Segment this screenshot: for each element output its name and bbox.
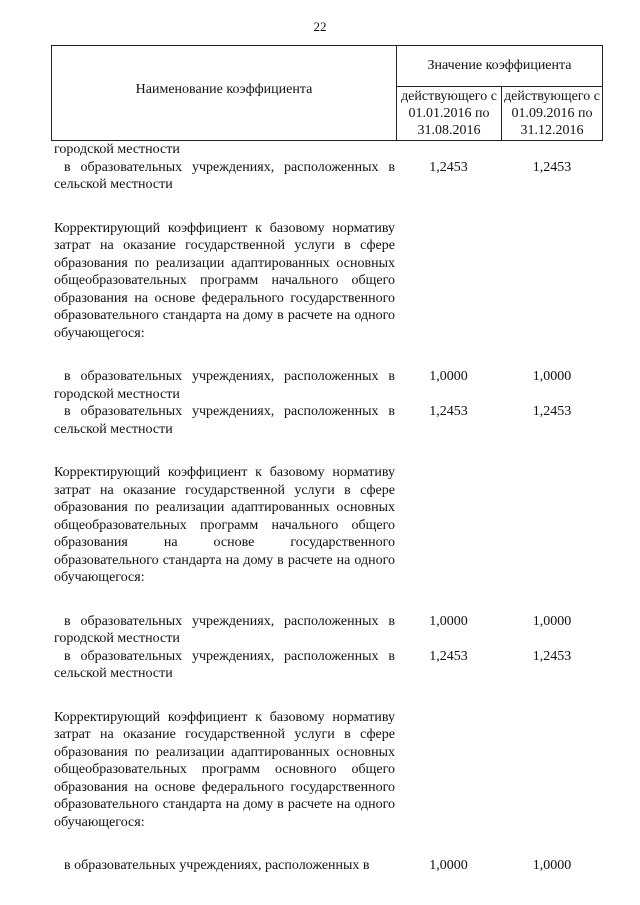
- row-name: Корректирующий коэффициент к базовому нормативу затрат на оказание государственной услуги в сфере образования по реализации адаптированных основных общеобразовательных программ начального общего образования на основе федерального государственного образовательного стандарта на дому в расчете на одного обучающегося:: [54, 220, 395, 341]
- header-period-1: действующего с 01.01.2016 по 31.08.2016: [397, 87, 502, 140]
- row-value-1: 1,0000: [429, 369, 468, 384]
- row-name: в образовательных учреждениях, расположенных в: [64, 858, 370, 873]
- row-name: в образовательных учреждениях, расположенных в сельской местности: [54, 404, 395, 437]
- table-row: [51, 368, 603, 403]
- table-row: [51, 464, 603, 587]
- table-row: [51, 159, 603, 194]
- table-row: [51, 613, 603, 648]
- row-name: в образовательных учреждениях, расположенных в городской местности: [54, 613, 395, 646]
- row-value-2: 1,0000: [532, 858, 572, 873]
- table-row: [51, 220, 603, 343]
- table-row: [51, 857, 603, 875]
- row-value-1: 1,0000: [429, 858, 468, 873]
- header-value-column: Значение коэффициента: [397, 46, 602, 87]
- header-name-column: Наименование коэффициента: [52, 46, 397, 140]
- row-value-2: 1,0000: [532, 613, 572, 629]
- table-row: [51, 403, 603, 438]
- row-name: в образовательных учреждениях, расположенных в сельской местности: [54, 648, 395, 681]
- row-value-1: 1,2453: [429, 648, 468, 664]
- table-body: [51, 141, 603, 875]
- page-number: 22: [313, 19, 327, 34]
- row-value-2: 1,2453: [532, 648, 572, 664]
- row-name: Корректирующий коэффициент к базовому нормативу затрат на оказание государственной услуги в сфере образования по реализации адаптированных основных общеобразовательных программ основного общего образования на основе федерального государственного образовательного стандарта на дому в расчете на одного обучающегося:: [54, 709, 395, 830]
- row-value-2: 1,0000: [532, 369, 572, 384]
- table-row: [51, 709, 603, 832]
- row-value-1: 1,0000: [429, 613, 468, 629]
- header-period-2: действующего с 01.09.2016 по 31.12.2016: [504, 89, 600, 138]
- row-value-2: 1,2453: [532, 404, 572, 419]
- row-value-2: 1,2453: [532, 159, 572, 175]
- row-value-1: 1,2453: [429, 404, 468, 419]
- table-row: [51, 141, 603, 159]
- row-value-1: 1,2453: [429, 159, 468, 175]
- row-name: в образовательных учреждениях, расположенных в сельской местности: [54, 159, 395, 192]
- row-name: городской местности: [54, 142, 180, 157]
- table-header: [51, 45, 603, 141]
- row-name: в образовательных учреждениях, расположенных в городской местности: [54, 369, 395, 402]
- row-name: Корректирующий коэффициент к базовому нормативу затрат на оказание государственной услуги в сфере образования по реализации адаптированных основных общеобразовательных программ начального общего образования на основе государственного образовательного стандарта на дому в расчете на одного обучающегося:: [54, 465, 395, 585]
- table-row: [51, 648, 603, 683]
